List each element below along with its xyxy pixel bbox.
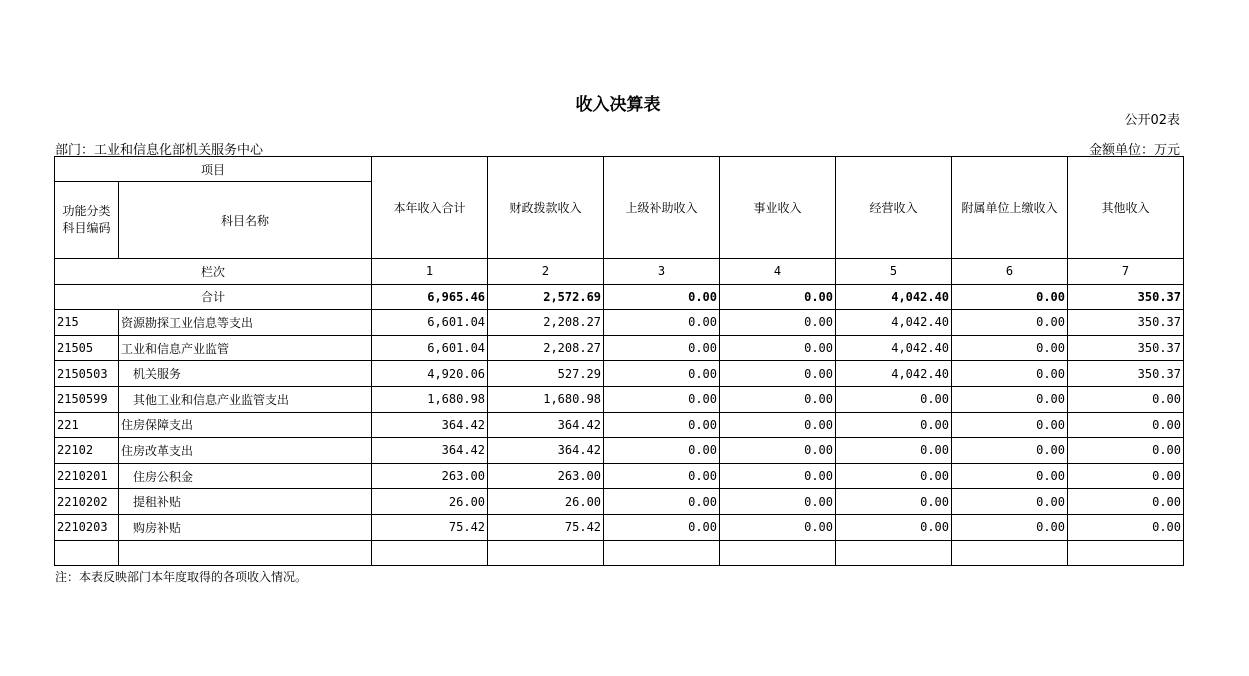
row-code: 221: [55, 412, 119, 438]
row-value: 0.00: [952, 310, 1068, 336]
row-code: 21505: [55, 335, 119, 361]
table-row: [55, 438, 1184, 464]
row-value: 6,601.04: [372, 310, 488, 336]
row-name: 住房改革支出: [119, 438, 372, 464]
row-value: 0.00: [836, 386, 952, 412]
row-name: 工业和信息产业监管: [119, 335, 372, 361]
row-value: 0.00: [836, 463, 952, 489]
row-value: 0.00: [836, 438, 952, 464]
row-code: 2150503: [55, 361, 119, 387]
row-value: 0.00: [604, 412, 720, 438]
row-name: 住房保障支出: [119, 412, 372, 438]
empty-cell: [604, 540, 720, 566]
empty-cell: [119, 540, 372, 566]
row-value: 75.42: [372, 514, 488, 540]
header-col-1: 本年收入合计: [372, 157, 488, 259]
row-value: 0.00: [952, 335, 1068, 361]
row-value: 0.00: [952, 386, 1068, 412]
row-name: 其他工业和信息产业监管支出: [119, 386, 372, 412]
row-name: 资源勘探工业信息等支出: [119, 310, 372, 336]
row-value: 1,680.98: [488, 386, 604, 412]
line-number: 1: [372, 259, 488, 285]
row-code: 2210201: [55, 463, 119, 489]
row-value: 0.00: [1068, 438, 1184, 464]
row-code: 215: [55, 310, 119, 336]
total-value: 0.00: [720, 284, 836, 310]
row-value: 0.00: [952, 438, 1068, 464]
row-value: 0.00: [720, 412, 836, 438]
row-value: 0.00: [1068, 412, 1184, 438]
row-value: 1,680.98: [372, 386, 488, 412]
row-value: 364.42: [372, 438, 488, 464]
row-value: 0.00: [604, 514, 720, 540]
header-col-7: 其他收入: [1068, 157, 1184, 259]
empty-cell: [488, 540, 604, 566]
header-col-2: 财政拨款收入: [488, 157, 604, 259]
row-value: 0.00: [836, 514, 952, 540]
total-value: 2,572.69: [488, 284, 604, 310]
row-value: 2,208.27: [488, 310, 604, 336]
row-value: 263.00: [372, 463, 488, 489]
total-value: 6,965.46: [372, 284, 488, 310]
row-value: 350.37: [1068, 361, 1184, 387]
row-value: 0.00: [720, 386, 836, 412]
row-name: 机关服务: [119, 361, 372, 387]
row-name: 住房公积金: [119, 463, 372, 489]
table-row: [55, 386, 1184, 412]
table-row: [55, 335, 1184, 361]
total-value: 0.00: [604, 284, 720, 310]
table-row: [55, 310, 1184, 336]
table-row: [55, 514, 1184, 540]
total-value: 0.00: [952, 284, 1068, 310]
row-value: 364.42: [372, 412, 488, 438]
footnote: 注：本表反映部门本年度取得的各项收入情况。: [55, 570, 308, 584]
line-number: 6: [952, 259, 1068, 285]
row-value: 6,601.04: [372, 335, 488, 361]
row-value: 0.00: [952, 514, 1068, 540]
row-value: 0.00: [720, 335, 836, 361]
row-value: 0.00: [604, 386, 720, 412]
row-value: 0.00: [604, 335, 720, 361]
row-value: 0.00: [1068, 386, 1184, 412]
unit-label: 金额单位：万元: [1088, 143, 1180, 158]
row-value: 0.00: [720, 489, 836, 515]
row-value: 4,920.06: [372, 361, 488, 387]
row-value: 0.00: [1068, 463, 1184, 489]
empty-cell: [55, 540, 119, 566]
row-value: 2,208.27: [488, 335, 604, 361]
row-value: 26.00: [372, 489, 488, 515]
total-row: [55, 284, 1184, 310]
table-row: [55, 412, 1184, 438]
header-col-3: 上级补助收入: [604, 157, 720, 259]
empty-cell: [836, 540, 952, 566]
header-col-6: 附属单位上缴收入: [952, 157, 1068, 259]
row-value: 364.42: [488, 412, 604, 438]
total-label: 合计: [55, 284, 372, 310]
row-value: 26.00: [488, 489, 604, 515]
line-number: 3: [604, 259, 720, 285]
department-label: 部门：工业和信息化部机关服务中心: [55, 143, 264, 158]
line-number: 4: [720, 259, 836, 285]
row-value: 75.42: [488, 514, 604, 540]
row-value: 0.00: [604, 310, 720, 336]
row-value: 0.00: [720, 310, 836, 336]
table-code: 公开02表: [1124, 113, 1180, 128]
header-col-5: 经营收入: [836, 157, 952, 259]
table-row: [55, 489, 1184, 515]
row-value: 4,042.40: [836, 310, 952, 336]
row-value: 0.00: [604, 361, 720, 387]
empty-cell: [720, 540, 836, 566]
row-value: 4,042.40: [836, 361, 952, 387]
line-number: 2: [488, 259, 604, 285]
row-value: 0.00: [720, 463, 836, 489]
row-value: 0.00: [1068, 489, 1184, 515]
row-value: 0.00: [604, 489, 720, 515]
row-code: 22102: [55, 438, 119, 464]
row-code: 2210202: [55, 489, 119, 515]
table-row: [55, 361, 1184, 387]
row-value: 0.00: [836, 412, 952, 438]
row-value: 0.00: [720, 361, 836, 387]
row-value: 0.00: [952, 361, 1068, 387]
row-value: 350.37: [1068, 310, 1184, 336]
row-value: 0.00: [952, 463, 1068, 489]
empty-cell: [1068, 540, 1184, 566]
row-value: 0.00: [720, 514, 836, 540]
row-value: 0.00: [720, 438, 836, 464]
row-value: 4,042.40: [836, 335, 952, 361]
header-subject-name: 科目名称: [119, 182, 372, 259]
row-value: 0.00: [952, 489, 1068, 515]
header-func-code: 功能分类 科目编码: [55, 182, 119, 259]
row-value: 0.00: [604, 463, 720, 489]
header-col-4: 事业收入: [720, 157, 836, 259]
line-number: 7: [1068, 259, 1184, 285]
row-value: 350.37: [1068, 335, 1184, 361]
income-table: [54, 156, 1184, 566]
row-value: 263.00: [488, 463, 604, 489]
row-value: 0.00: [836, 489, 952, 515]
row-value: 0.00: [1068, 514, 1184, 540]
page-title: 收入决算表: [575, 95, 661, 115]
total-value: 4,042.40: [836, 284, 952, 310]
table-row: [55, 463, 1184, 489]
row-name: 购房补贴: [119, 514, 372, 540]
total-value: 350.37: [1068, 284, 1184, 310]
line-number: 5: [836, 259, 952, 285]
row-name: 提租补贴: [119, 489, 372, 515]
row-value: 364.42: [488, 438, 604, 464]
empty-cell: [952, 540, 1068, 566]
empty-row: [55, 540, 1184, 566]
row-code: 2150599: [55, 386, 119, 412]
row-code: 2210203: [55, 514, 119, 540]
line-label: 栏次: [55, 259, 372, 285]
header-project: 项目: [55, 157, 372, 182]
row-value: 527.29: [488, 361, 604, 387]
empty-cell: [372, 540, 488, 566]
row-value: 0.00: [604, 438, 720, 464]
row-value: 0.00: [952, 412, 1068, 438]
